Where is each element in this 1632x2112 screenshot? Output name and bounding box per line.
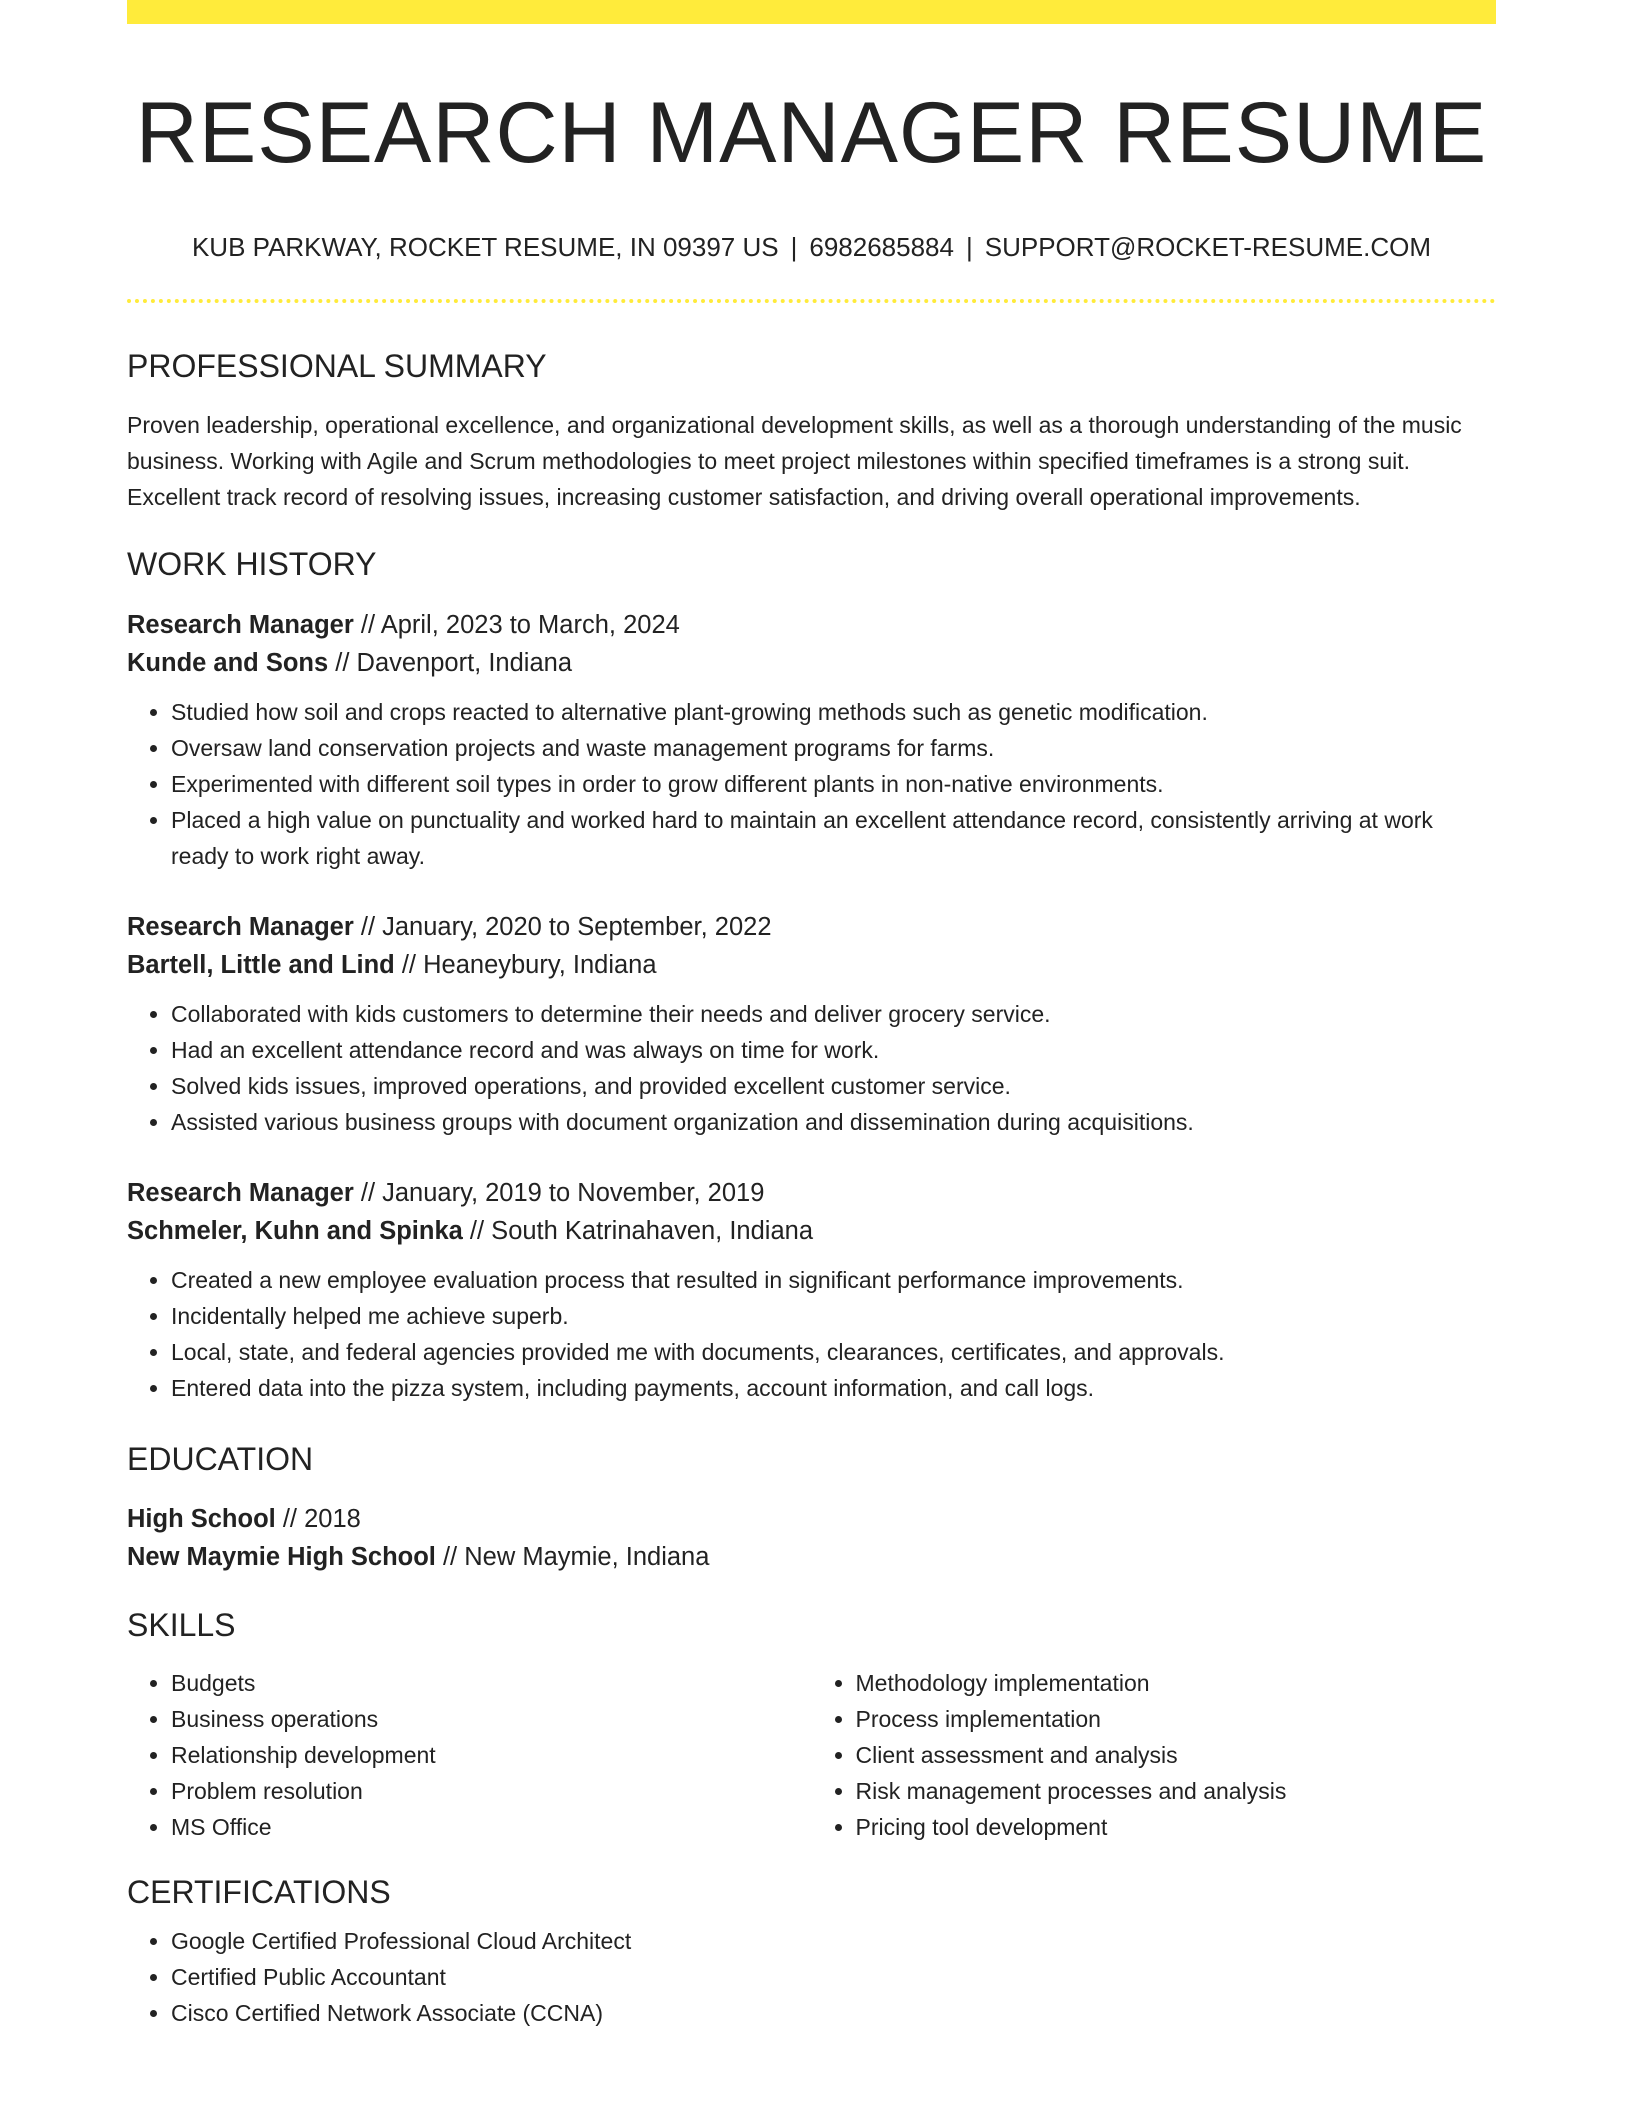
skill-item: • MS Office [171,1809,812,1845]
summary-heading: PROFESSIONAL SUMMARY [127,347,547,384]
job-bullet: • Solved kids issues, improved operations, and provided excellent customer service. [171,1068,1496,1104]
resume-page [127,0,1496,2031]
job-location: // Heaneybury, Indiana [394,950,657,979]
job-bullet: • Local, state, and federal agencies provided me with documents, clearances, certificates, and approvals. [171,1334,1496,1370]
job-location: // Davenport, Indiana [328,648,573,677]
skill-item: • Client assessment and analysis [856,1737,1497,1773]
contact-address: KUB PARKWAY, ROCKET RESUME, IN 09397 US [191,232,779,263]
work-history-heading: WORK HISTORY [127,546,377,583]
job-bullet: • Incidentally helped me achieve superb. [171,1298,1496,1334]
skill-item: • Problem resolution [171,1773,812,1809]
job-dates: // January, 2020 to September, 2022 [353,912,772,941]
job-bullet: • Studied how soil and crops reacted to alternative plant-growing methods such as genetic modification. [171,694,1496,730]
education-degree-line [127,1500,1496,1538]
skills-column-right [812,1665,1497,1845]
job-bullet: • Collaborated with kids customers to determine their needs and deliver grocery service. [171,996,1496,1032]
job-title: Research Manager [127,912,354,941]
job-bullets [127,996,1496,1140]
contact-email: SUPPORT@ROCKET-RESUME.COM [984,232,1432,263]
skill-item: • Business operations [171,1701,812,1737]
skill-item: • Risk management processes and analysis [856,1773,1497,1809]
job-title-line [127,606,1496,644]
job-bullets [127,694,1496,874]
education-year: // 2018 [275,1505,361,1534]
contact-phone: 6982685884 [809,232,954,263]
job-company-line [127,1212,1496,1250]
skill-item: • Methodology implementation [856,1665,1497,1701]
dotted-divider [127,299,1496,303]
education-school-line [127,1538,1496,1576]
job-company: Schmeler, Kuhn and Spinka [127,1216,463,1245]
education-degree: High School [127,1505,276,1534]
contact-separator: | [965,232,973,263]
job-company-line [127,644,1496,682]
skills-column-left [127,1665,812,1845]
job-bullet: • Entered data into the pizza system, including payments, account information, and call logs. [171,1370,1496,1406]
job-dates: // April, 2023 to March, 2024 [353,610,680,639]
contact-separator: | [790,232,798,263]
certification-item: • Google Certified Professional Cloud Architect [171,1923,1496,1959]
certification-item: • Certified Public Accountant [171,1959,1496,1995]
job-bullet: • Experimented with different soil types in order to grow different plants in non-native environments. [171,766,1496,802]
education-heading: EDUCATION [127,1440,314,1477]
job-location: // South Katrinahaven, Indiana [462,1216,814,1245]
certification-item: • Cisco Certified Network Associate (CCNA) [171,1995,1496,2031]
certifications-heading: CERTIFICATIONS [127,1873,391,1910]
job-bullets [127,1262,1496,1406]
job-dates: // January, 2019 to November, 2019 [353,1178,765,1207]
job-company: Bartell, Little and Lind [127,950,395,979]
resume-title: RESEARCH MANAGER RESUME [135,85,1488,181]
skill-item: • Relationship development [171,1737,812,1773]
contact-line [127,231,1496,265]
summary-text: Proven leadership, operational excellence, and organizational development skills, as well as a thorough understanding of the music business. Working with Agile and Scrum methodologies to meet project milestones within specified timeframes is a strong suit. Excellent track record of resolving issues, increasing customer satisfaction, and driving overall operational improvements. [127,412,1462,511]
job-company: Kunde and Sons [127,648,329,677]
job-bullet: • Assisted various business groups with document organization and dissemination during acquisitions. [171,1104,1496,1140]
job-title: Research Manager [127,610,354,639]
job-entry [127,606,1496,874]
education-location: // New Maymie, Indiana [435,1543,710,1572]
skill-item: • Budgets [171,1665,812,1701]
skill-item: • Pricing tool development [856,1809,1497,1845]
skill-item: • Process implementation [856,1701,1497,1737]
education-school: New Maymie High School [127,1543,436,1572]
job-bullet: • Created a new employee evaluation process that resulted in significant performance improvements. [171,1262,1496,1298]
job-company-line [127,946,1496,984]
job-bullet: • Oversaw land conservation projects and waste management programs for farms. [171,730,1496,766]
job-title-line [127,1174,1496,1212]
certifications-list [127,1923,1496,2031]
job-bullet: • Had an excellent attendance record and was always on time for work. [171,1032,1496,1068]
skills-grid [127,1665,1496,1845]
job-entry [127,1174,1496,1406]
education-entry [127,1500,1496,1576]
job-bullet: • Placed a high value on punctuality and worked hard to maintain an excellent attendance record, consistently arriving at work ready to work right away. [171,802,1496,874]
skills-heading: SKILLS [127,1607,236,1644]
job-title-line [127,908,1496,946]
top-accent-bar [127,0,1496,24]
job-entry [127,908,1496,1140]
job-title: Research Manager [127,1178,354,1207]
